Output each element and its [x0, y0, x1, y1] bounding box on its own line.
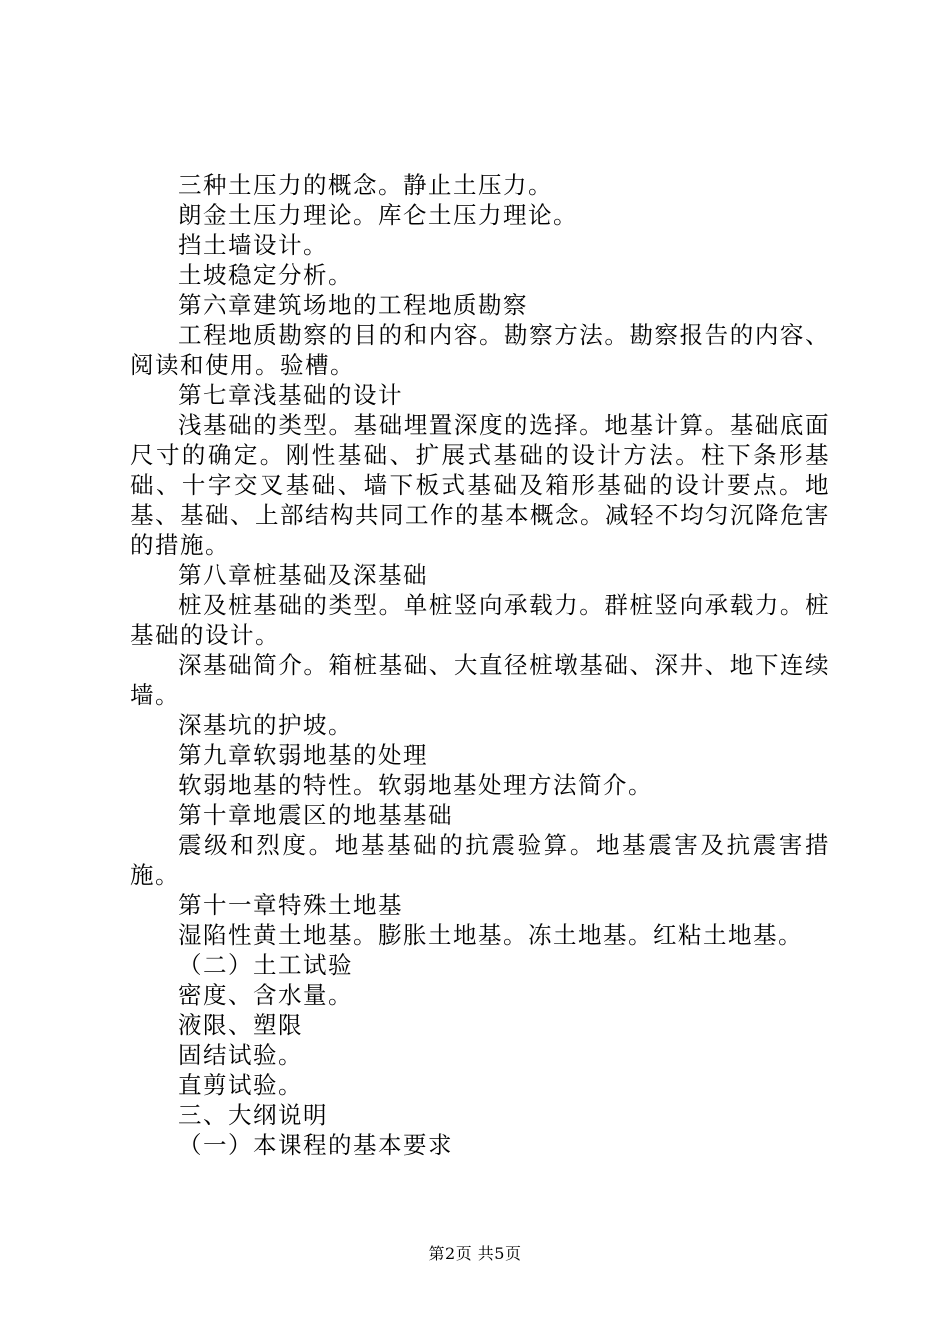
- chapter-heading: 第十章地震区的地基基础: [178, 801, 453, 829]
- page-number-label: 第2页 共5页: [428, 1244, 522, 1263]
- chapter-heading: 第十一章特殊土地基: [178, 891, 403, 919]
- paragraph: 固结试验。: [178, 1041, 303, 1069]
- paragraph: 深基坑的护坡。: [178, 711, 353, 739]
- paragraph: 挡土墙设计。: [178, 231, 328, 259]
- document-body: [130, 170, 830, 1160]
- paragraph: 深基础简介。箱桩基础、大直径桩墩基础、深井、地下连续墙。: [130, 651, 830, 709]
- paragraph: 液限、塑限: [178, 1011, 303, 1039]
- section-heading: （一）本课程的基本要求: [178, 1131, 453, 1159]
- paragraph: 密度、含水量。: [178, 981, 353, 1009]
- paragraph: 土坡稳定分析。: [178, 261, 353, 289]
- page-footer: [0, 1243, 950, 1265]
- paragraph: 直剪试验。: [178, 1071, 303, 1099]
- paragraph: 软弱地基的特性。软弱地基处理方法简介。: [178, 771, 653, 799]
- paragraph: 朗金土压力理论。库仑土压力理论。: [178, 201, 578, 229]
- paragraph: 震级和烈度。地基基础的抗震验算。地基震害及抗震害措施。: [130, 831, 830, 889]
- paragraph: 浅基础的类型。基础埋置深度的选择。地基计算。基础底面尺寸的确定。刚性基础、扩展式基础的设计方法。柱下条形基础、十字交叉基础、墙下板式基础及箱形基础的设计要点。地基、基础、上部结构共同工作的基本概念。减轻不均匀沉降危害的措施。: [130, 411, 830, 559]
- chapter-heading: 第七章浅基础的设计: [178, 381, 403, 409]
- paragraph: 工程地质勘察的目的和内容。勘察方法。勘察报告的内容、阅读和使用。验槽。: [130, 321, 830, 379]
- chapter-heading: 第八章桩基础及深基础: [178, 561, 428, 589]
- paragraph: 湿陷性黄土地基。膨胀土地基。冻土地基。红粘土地基。: [178, 921, 803, 949]
- chapter-heading: 第六章建筑场地的工程地质勘察: [178, 291, 528, 319]
- chapter-heading: 第九章软弱地基的处理: [178, 741, 428, 769]
- section-heading: 三、大纲说明: [178, 1101, 328, 1129]
- paragraph: 三种土压力的概念。静止土压力。: [178, 171, 553, 199]
- paragraph: 桩及桩基础的类型。单桩竖向承载力。群桩竖向承载力。桩基础的设计。: [130, 591, 830, 649]
- section-heading: （二）土工试验: [178, 951, 353, 979]
